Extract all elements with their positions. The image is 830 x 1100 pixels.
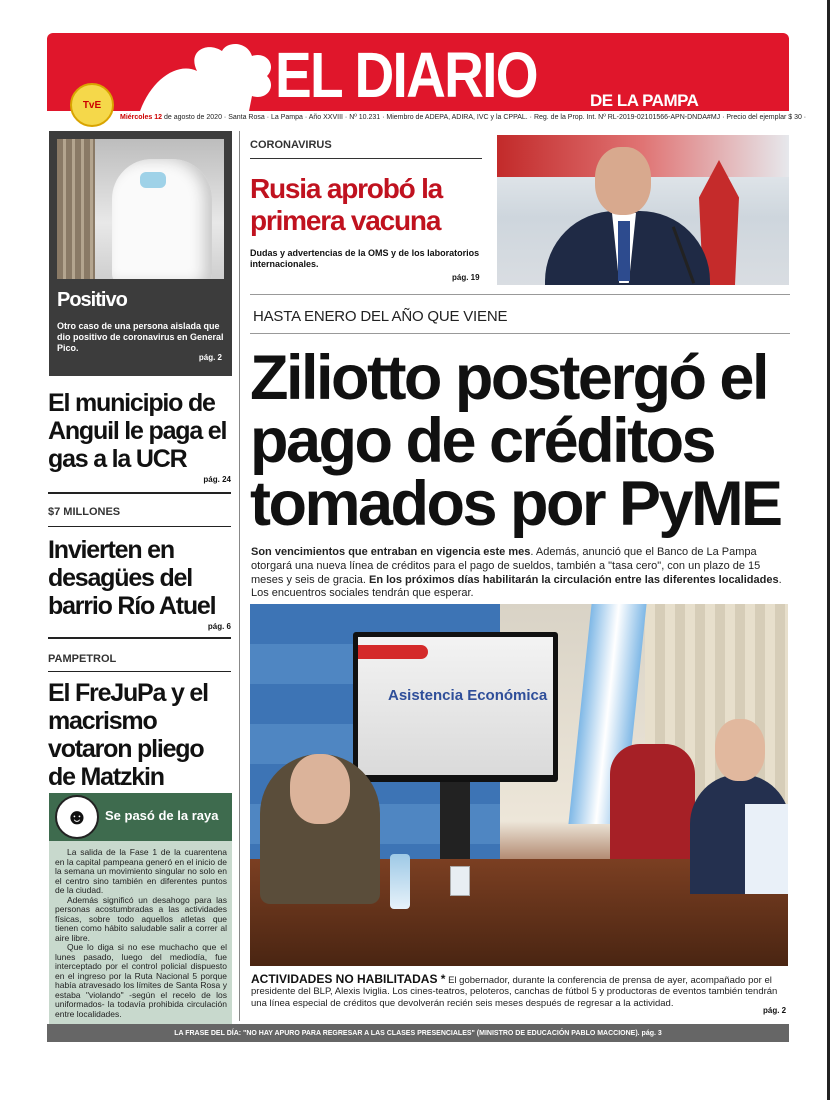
desagues-headline: Invierten en desagües del barrio Río Atuel <box>48 536 216 620</box>
raya-paragraph: La salida de la Fase 1 de la cuarentena en la capital pampeana generó en el inicio de la semana un movimiento singular no solo en el centro sino también en diferentes puntos de la ciudad. <box>55 847 227 896</box>
raya-title: Se pasó de la raya <box>105 808 219 823</box>
positivo-story[interactable] <box>49 131 232 376</box>
positivo-photo <box>57 139 224 279</box>
desagues-kicker: $7 MILLONES <box>48 506 121 518</box>
desagues-page-ref: pág. 6 <box>207 622 231 631</box>
pampetrol-story[interactable] <box>48 679 231 802</box>
dateline-details: de agosto de 2020 · Santa Rosa · La Pampa · Año XXVIII · Nº 10.231 · Miembro de ADEPA, ADIRA, IVC y la CPPAL. · Reg. de la Prop. Int. Nº RL-2019-02101566-APN-DNDA#MJ · Precio del ejemplar $ 30 · <box>162 114 807 121</box>
dateline-date: Miércoles 12 <box>120 114 163 121</box>
coronavirus-deck: Dudas y advertencias de la OMS y de los laboratorios internacionales. <box>250 248 480 270</box>
anguil-story[interactable] <box>48 389 231 484</box>
positivo-page-ref: pág. 2 <box>198 353 222 362</box>
main-deck-text: . Los encuentros sociales tendrán que esperar. <box>251 573 782 600</box>
anguil-page-ref: pág. 24 <box>203 475 231 484</box>
raya-column[interactable] <box>49 793 232 1025</box>
frase-text: LA FRASE DEL DÍA: "NO HAY APURO PARA REGRESAR A LAS CLASES PRESENCIALES" (MINISTRO DE EDUCACIÓN PABLO MACCIONE). pág. 3 <box>174 1029 662 1037</box>
main-kicker: HASTA ENERO DEL AÑO QUE VIENE <box>253 308 508 325</box>
frase-del-dia-bar <box>47 1024 789 1042</box>
divider <box>48 492 231 494</box>
divider <box>48 526 231 527</box>
coronavirus-page-ref: pág. 19 <box>452 273 480 282</box>
main-deck <box>251 546 789 601</box>
putin-photo[interactable] <box>497 135 789 285</box>
pampetrol-headline: El FreJuPa y el macrismo votaron pliego de Matzkin <box>48 679 208 791</box>
raya-paragraph: Que lo diga si no ese muchacho que el lunes pasado, luego del mediodía, fue interceptado por el control policial dispuesto en el ingreso por la Ruta Nacional 5 porque había atravesado los límites de Santa Rosa y estaba "violando" -según el recelo de los uniformados- la todavía prohibida circulación entre localidades. <box>55 942 227 1019</box>
tv-screen <box>358 637 553 775</box>
main-deck-text: . Además, anunció que el Banco de La Pampa otorgará una nueva línea de créditos para el pago de sueldos, también a "tasa cero", con un plazo de 15 meses y seis de gracia. <box>251 546 761 586</box>
caption-page-ref: pág. 2 <box>763 1006 787 1015</box>
bird-logo-icon <box>127 41 277 111</box>
tv-screen-text: Asistencia Económica <box>388 687 548 704</box>
coronavirus-headline[interactable]: Rusia aprobó la primera vacuna <box>250 173 443 237</box>
main-headline[interactable]: Ziliotto postergó el pago de créditos tomados por PyME <box>250 343 781 539</box>
anguil-headline: El municipio de Anguil le paga el gas a la UCR <box>48 389 227 473</box>
pampetrol-kicker: PAMPETROL <box>48 653 117 665</box>
divider <box>48 671 231 672</box>
main-deck-bold: En los próximos días habilitarán la circulación entre las diferentes localidades <box>369 573 779 586</box>
divider <box>250 158 482 159</box>
photo-caption <box>251 972 789 1009</box>
column-divider <box>239 131 240 1021</box>
masthead <box>47 33 789 111</box>
positivo-title: Positivo <box>57 289 127 311</box>
desagues-story[interactable] <box>48 536 231 631</box>
raya-header <box>49 793 232 841</box>
tve-badge-icon: TvE <box>70 83 114 127</box>
dateline <box>120 114 807 121</box>
masthead-title: EL DIARIO <box>275 39 537 111</box>
divider <box>48 637 231 639</box>
main-deck-bold: Son vencimientos que entraban en vigencia este mes <box>251 546 531 558</box>
divider <box>250 294 790 295</box>
caption-head: ACTIVIDADES NO HABILITADAS * <box>251 972 446 986</box>
raya-paragraph: Además significó un desahogo para las personas acostumbradas a las actividades físicas, sobre todo aquellos atletas que tienen como hábito saludable salir a correr al aire libre. <box>55 894 227 943</box>
positivo-text: Otro caso de una persona aislada que dio positivo de coronavirus en General Pico. <box>57 321 224 353</box>
divider <box>250 333 790 334</box>
caption-text: El gobernador, durante la conferencia de prensa de ayer, acompañado por el presidente del BLP, Alexis Iviglia. Los cines-teatros, peloteros, canchas de fútbol 5 y productoras de eventos también tendrán una línea especial de créditos que devolverán recién seis meses después de regresar a la actividad. <box>251 975 778 1009</box>
caricature-icon: ☻ <box>55 795 99 839</box>
raya-body <box>55 848 227 1019</box>
press-conference-photo[interactable] <box>250 604 788 966</box>
coronavirus-kicker: CORONAVIRUS <box>250 139 332 151</box>
masthead-subtitle: DE LA PAMPA <box>590 91 699 110</box>
